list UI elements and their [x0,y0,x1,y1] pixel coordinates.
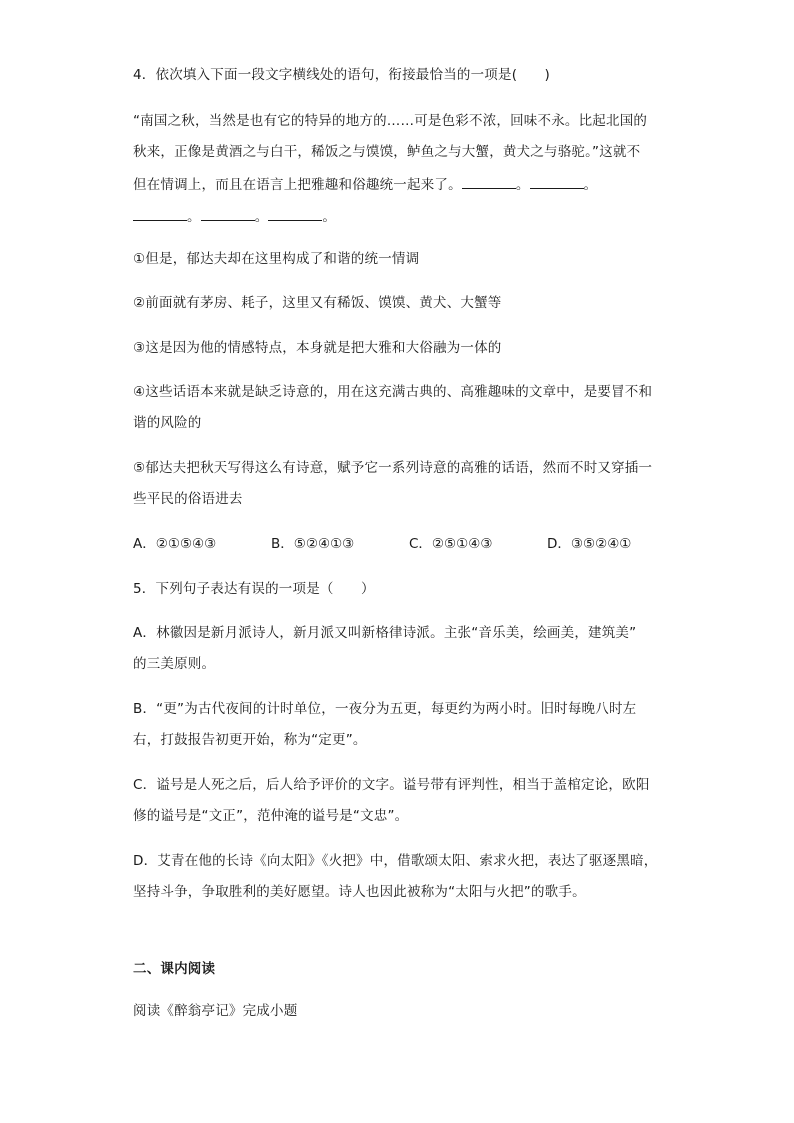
fill-blank-5 [268,207,322,221]
q4-passage-line-3-text: 但在情调上，而且在语言上把雅趣和俗趣统一起来了。 [133,177,462,193]
q4-option-c: C．②⑤①④③ [409,536,493,552]
fill-blank-4 [201,207,255,221]
q4-sentence-5-line-2: 些平民的俗语进去 [133,491,243,507]
blank-separator: 。 [515,177,530,193]
q4-option-a: A．②①⑤④③ [133,536,217,552]
section-heading: 二、课内阅读 [133,961,216,977]
q4-passage-line-2: 秋来，正像是黄酒之与白干，稀饭之与馍馍，鲈鱼之与大蟹，黄犬之与骆驼。”这就不 [133,144,641,160]
q4-sentence-4-line-1: ④这些话语本来就是缺乏诗意的，用在这充满古典的、高雅趣味的文章中，是要冒不和 [133,384,653,400]
q4-blanks-line [133,207,336,226]
q4-passage-line-1: “南国之秋，当然是也有它的特异的地方的……可是色彩不浓，回味不永。比起北国的 [133,113,648,129]
q4-sentence-4-line-2: 谐的风险的 [133,415,202,431]
q5-option-c-line-1: C．谥号是人死之后，后人给予评价的文字。谥号带有评判性，相当于盖棺定论，欧阳 [133,777,650,793]
q5-option-a-line-2: 的三美原则。 [133,656,216,672]
blank-separator: 。 [322,209,337,225]
blank-separator: 。 [187,209,201,225]
q5-option-d-line-2: 坚持斗争，争取胜利的美好愿望。诗人也因此被称为“太阳与火把”的歌手。 [133,884,586,900]
q4-sentence-2: ②前面就有茅房、耗子，这里又有稀饭、馍馍、黄犬、大蟹等 [133,295,502,311]
q5-option-b-line-2: 右，打鼓报告初更开始，称为“定更”。 [133,732,367,748]
q4-option-d: D．③⑤②④① [547,536,632,552]
q4-option-b: B．⑤②④①③ [271,536,355,552]
q4-stem: 4．依次填入下面一段文字横线处的语句，衔接最恰当的一项是( ) [133,67,551,83]
q4-sentence-3: ③这是因为他的情感特点，本身就是把大雅和大俗融为一体的 [133,340,502,356]
fill-blank-1 [462,175,516,189]
q5-option-a-line-1: A．林徽因是新月派诗人，新月派又叫新格律诗派。主张“音乐美，绘画美，建筑美” [133,625,637,641]
q4-sentence-1: ①但是，郁达夫却在这里构成了和谐的统一情调 [133,251,420,267]
blank-separator: 。 [254,209,269,225]
q4-sentence-5-line-1: ⑤郁达夫把秋天写得这么有诗意，赋予它一系列诗意的高雅的话语，然而不时又穿插一 [133,460,653,476]
q5-option-d-line-1: D．艾青在他的长诗《向太阳》《火把》中，借歌颂太阳、索求火把，表达了驱逐黑暗， [133,853,658,869]
blank-separator: 。 [583,177,598,193]
q5-stem: 5．下列句子表达有误的一项是（ ） [133,581,375,597]
fill-blank-2 [530,175,584,189]
q5-option-c-line-2: 修的谥号是“文正”，范仲淹的谥号是“文忠”。 [133,808,409,824]
fill-blank-3 [133,207,187,221]
q5-option-b-line-1: B．“更”为古代夜间的计时单位，一夜分为五更，每更约为两小时。旧时每晚八时左 [133,701,637,717]
reading-instruction: 阅读《醉翁亭记》完成小题 [133,1003,298,1019]
q4-passage-line-3 [133,175,597,194]
